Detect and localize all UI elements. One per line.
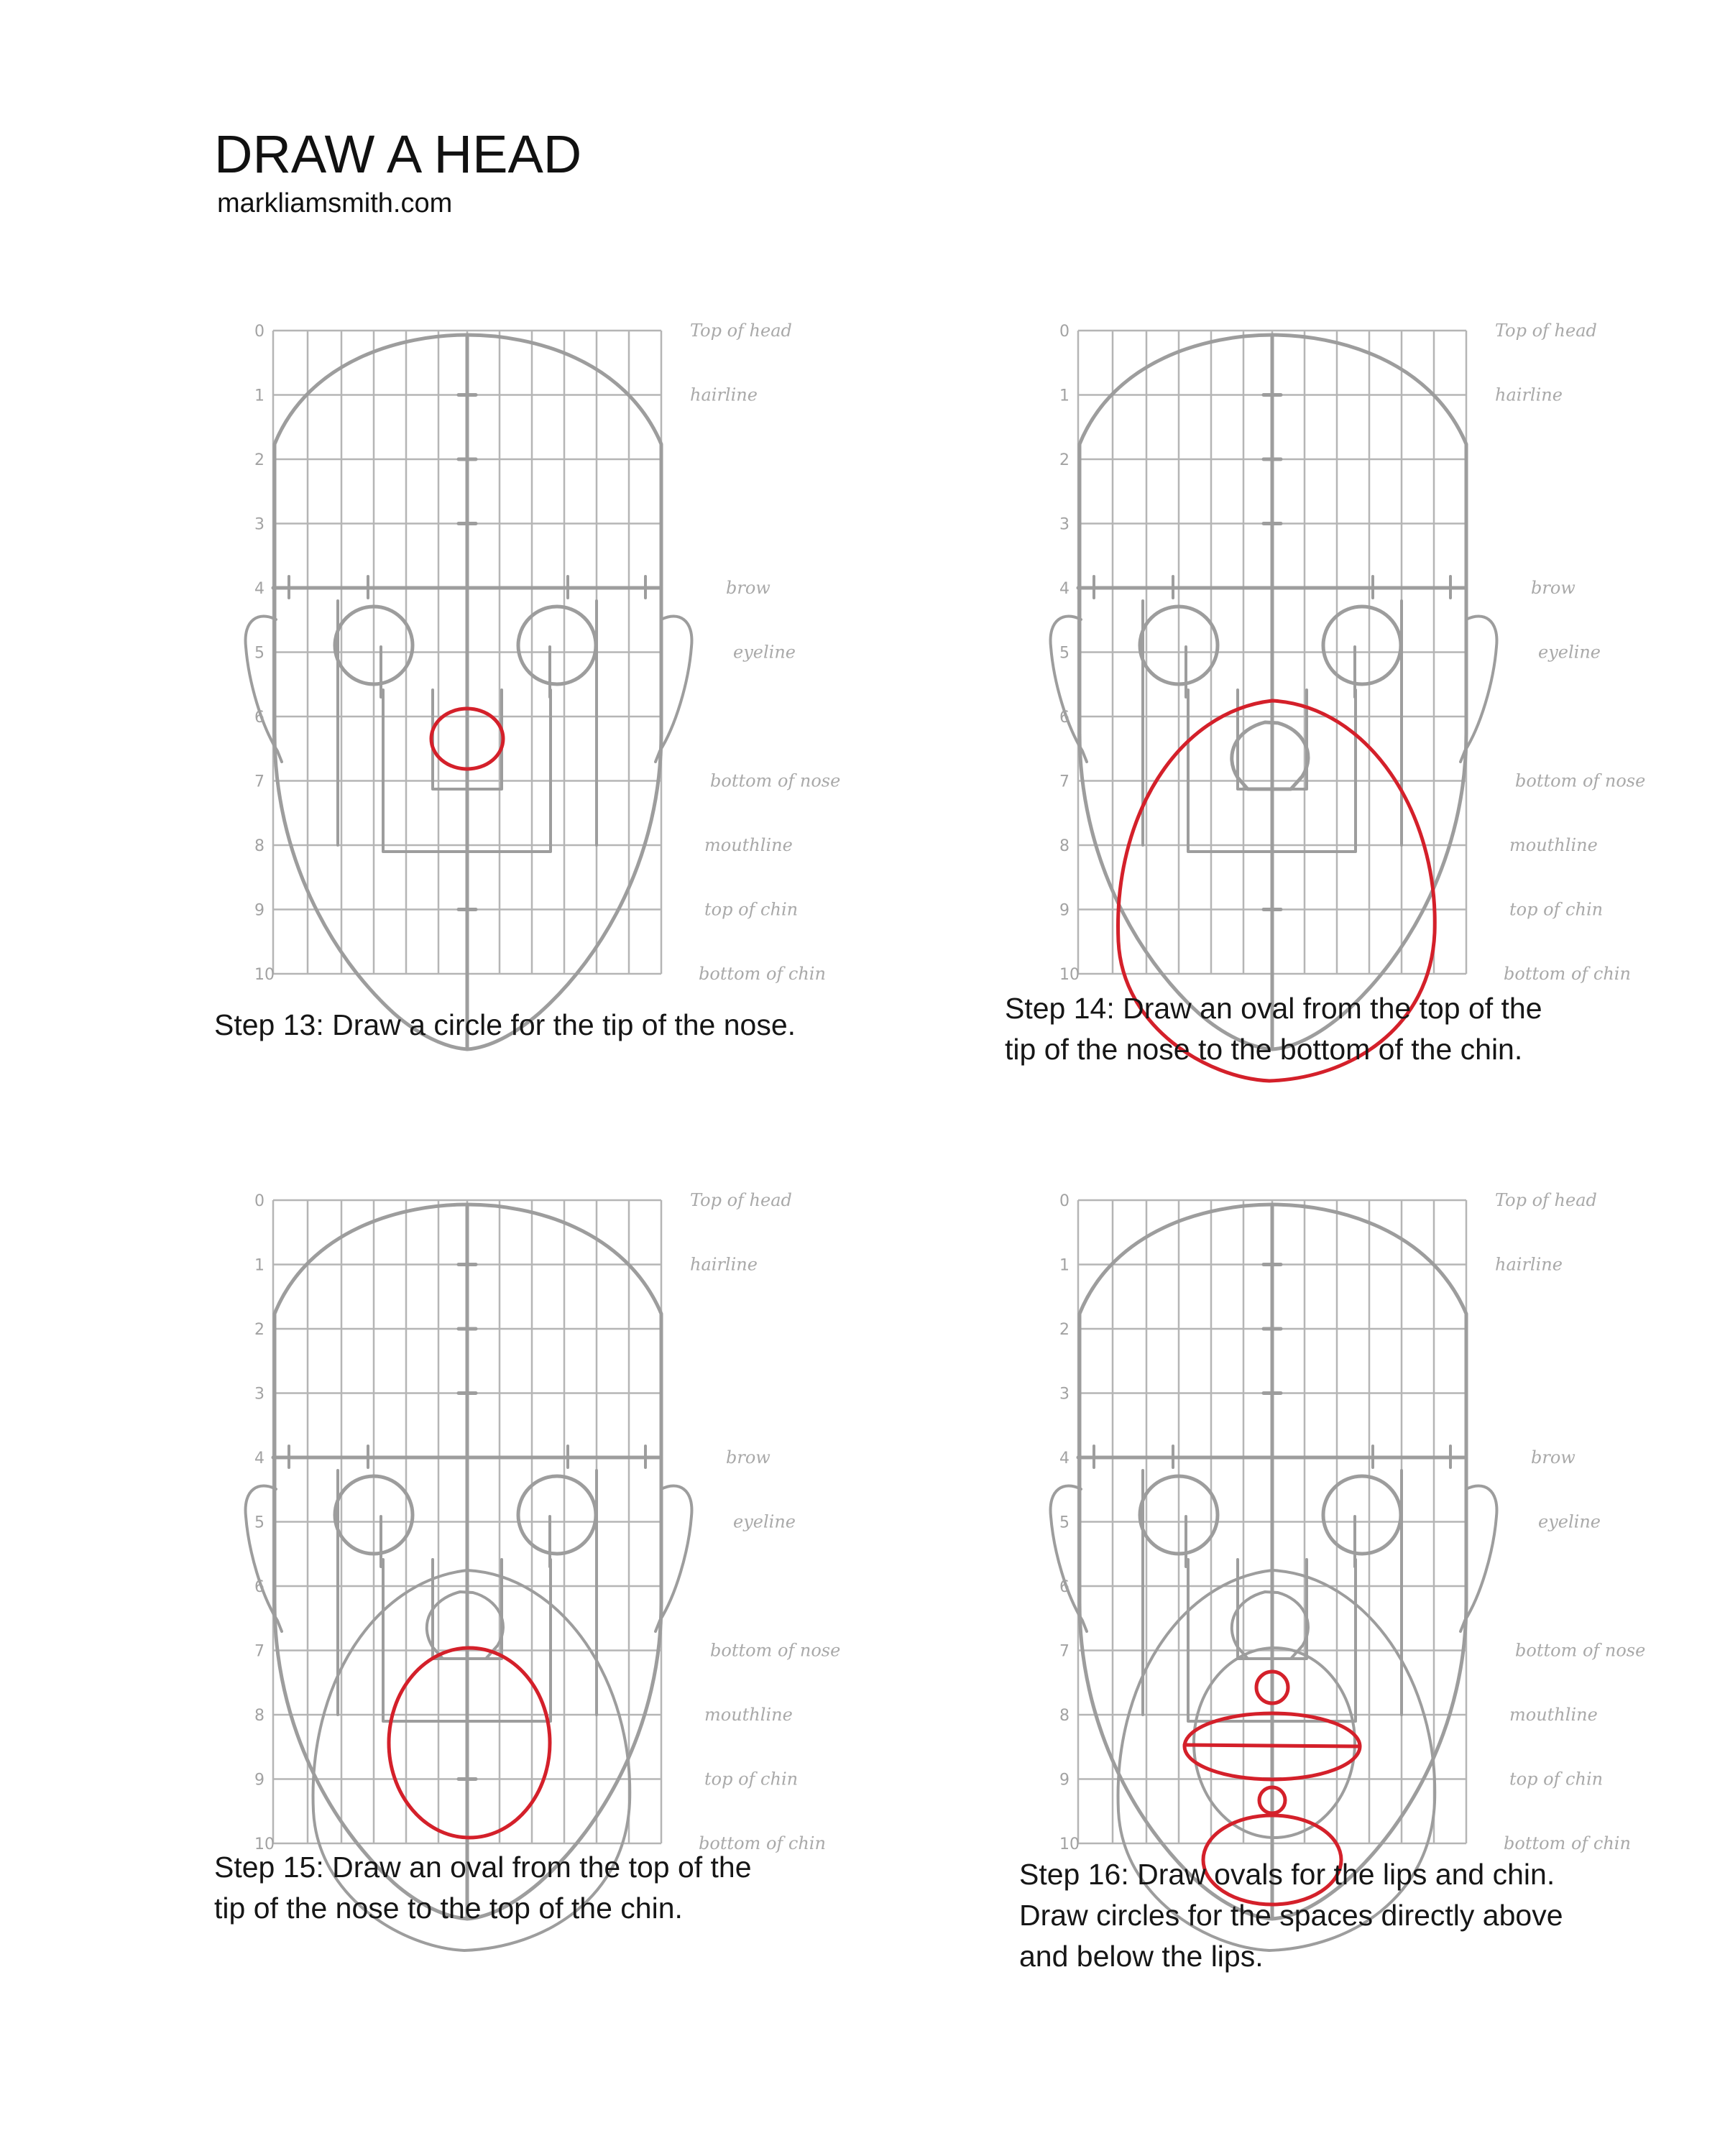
row-number-9: 9 (1059, 1771, 1070, 1789)
guide-label-hairline: hairline (1495, 384, 1563, 405)
step-14-line-2: tip of the nose to the bottom of the chin. (1005, 1033, 1523, 1066)
guide-label-bottom-of-nose: bottom of nose (1515, 1640, 1646, 1661)
guide-label-bottom-of-nose: bottom of nose (710, 1640, 841, 1661)
row-number-2: 2 (1059, 1321, 1070, 1339)
row-number-3: 3 (254, 515, 264, 534)
row-number-2: 2 (254, 451, 264, 469)
row-number-9: 9 (254, 1771, 264, 1789)
guide-label-bottom-of-nose: bottom of nose (1515, 770, 1646, 791)
guide-label-top-of-head: Top of head (690, 1190, 792, 1210)
row-number-10: 10 (254, 966, 275, 984)
step-16-line-2: Draw circles for the spaces directly above (1019, 1899, 1563, 1932)
row-number-6: 6 (1059, 1578, 1070, 1596)
guide-label-eyeline: eyeline (1538, 1511, 1601, 1532)
row-number-4: 4 (1059, 580, 1070, 598)
row-number-5: 5 (1059, 1514, 1070, 1532)
row-number-1: 1 (254, 387, 264, 405)
guide-label-brow: brow (1531, 1447, 1576, 1468)
guide-label-brow: brow (726, 578, 770, 598)
guide-label-hairline: hairline (690, 384, 758, 405)
guide-label-hairline: hairline (1495, 1254, 1563, 1275)
guide-label-mouthline: mouthline (704, 1705, 793, 1725)
guide-label-bottom-of-chin: bottom of chin (1504, 964, 1631, 984)
row-number-5: 5 (1059, 644, 1070, 663)
row-number-8: 8 (1059, 837, 1070, 855)
right-eye-circle (1323, 607, 1401, 684)
row-number-2: 2 (254, 1321, 264, 1339)
guide-label-bottom-of-chin: bottom of chin (699, 964, 826, 984)
guide-label-hairline: hairline (690, 1254, 758, 1275)
row-number-0: 0 (1059, 323, 1070, 341)
guide-label-top-of-chin: top of chin (704, 899, 799, 920)
guide-label-top-of-chin: top of chin (1509, 1769, 1604, 1789)
row-number-9: 9 (1059, 901, 1070, 920)
row-number-5: 5 (254, 644, 264, 663)
step-16-caption (1019, 1854, 1563, 1977)
guide-label-brow: brow (726, 1447, 770, 1468)
guide-label-bottom-of-chin: bottom of chin (1504, 1833, 1631, 1853)
row-number-3: 3 (1059, 1385, 1070, 1404)
oval-to-top-of-chin (389, 1648, 550, 1838)
row-number-1: 1 (1059, 387, 1070, 405)
row-number-1: 1 (254, 1256, 264, 1275)
guide-label-bottom-of-nose: bottom of nose (710, 770, 841, 791)
step-13-caption (214, 1005, 796, 1046)
step-16-diagram (1035, 1179, 1725, 1897)
step-16-panel (1035, 1179, 1725, 1897)
row-number-7: 7 (1059, 773, 1070, 791)
row-number-0: 0 (254, 323, 264, 341)
guide-label-eyeline: eyeline (733, 1511, 796, 1532)
guide-label-top-of-chin: top of chin (1509, 899, 1604, 920)
guide-label-top-of-head: Top of head (1495, 321, 1597, 341)
row-number-7: 7 (254, 773, 264, 791)
row-number-8: 8 (1059, 1707, 1070, 1725)
page-title: DRAW A HEAD (214, 124, 582, 184)
step-14-panel (1035, 309, 1725, 1028)
row-number-5: 5 (254, 1514, 264, 1532)
guide-label-top-of-head: Top of head (690, 321, 792, 341)
lips-divider (1184, 1745, 1360, 1746)
step-16-line-1: Step 16: Draw ovals for the lips and chin. (1019, 1858, 1555, 1891)
guide-label-eyeline: eyeline (733, 642, 796, 663)
row-number-6: 6 (254, 709, 264, 727)
guide-label-mouthline: mouthline (1509, 835, 1598, 855)
row-number-1: 1 (1059, 1256, 1070, 1275)
step-14-line-1: Step 14: Draw an oval from the top of the (1005, 992, 1542, 1025)
row-number-6: 6 (254, 1578, 264, 1596)
row-number-9: 9 (254, 901, 264, 920)
row-number-4: 4 (254, 580, 264, 598)
row-number-2: 2 (1059, 451, 1070, 469)
upper-oval-guide (1194, 1648, 1355, 1838)
row-number-7: 7 (254, 1642, 264, 1661)
row-number-3: 3 (1059, 515, 1070, 534)
row-number-7: 7 (1059, 1642, 1070, 1661)
row-number-10: 10 (1059, 966, 1080, 984)
guide-label-mouthline: mouthline (1509, 1705, 1598, 1725)
guide-label-mouthline: mouthline (704, 835, 793, 855)
row-number-8: 8 (254, 837, 264, 855)
site-url: markliamsmith.com (217, 188, 453, 218)
step-14-caption (1005, 988, 1542, 1070)
step-16-line-3: and below the lips. (1019, 1940, 1264, 1973)
row-number-6: 6 (1059, 709, 1070, 727)
step-15-line-2: tip of the nose to the top of the chin. (214, 1892, 683, 1925)
row-number-4: 4 (254, 1450, 264, 1468)
guide-label-top-of-head: Top of head (1495, 1190, 1597, 1210)
row-number-4: 4 (1059, 1450, 1070, 1468)
step-13-panel (230, 309, 1021, 1028)
step-15-panel (230, 1179, 1021, 1897)
guide-label-brow: brow (1531, 578, 1576, 598)
row-number-8: 8 (254, 1707, 264, 1725)
row-number-3: 3 (254, 1385, 264, 1404)
step-15-diagram (230, 1179, 1021, 1897)
step-15-caption (214, 1847, 752, 1929)
row-number-10: 10 (254, 1835, 275, 1853)
row-number-10: 10 (1059, 1835, 1080, 1853)
step-14-diagram (1035, 309, 1725, 1028)
step-15-line-1: Step 15: Draw an oval from the top of the (214, 1851, 752, 1884)
guide-label-bottom-of-chin: bottom of chin (699, 1833, 826, 1853)
right-eye-circle (518, 607, 596, 684)
right-eye-circle (1323, 1476, 1401, 1554)
row-number-0: 0 (1059, 1192, 1070, 1210)
guide-label-eyeline: eyeline (1538, 642, 1601, 663)
step-13-diagram (230, 309, 1021, 1028)
guide-label-top-of-chin: top of chin (704, 1769, 799, 1789)
right-eye-circle (518, 1476, 596, 1554)
step-13-line-1: Step 13: Draw a circle for the tip of the nose. (214, 1008, 796, 1041)
row-number-0: 0 (254, 1192, 264, 1210)
